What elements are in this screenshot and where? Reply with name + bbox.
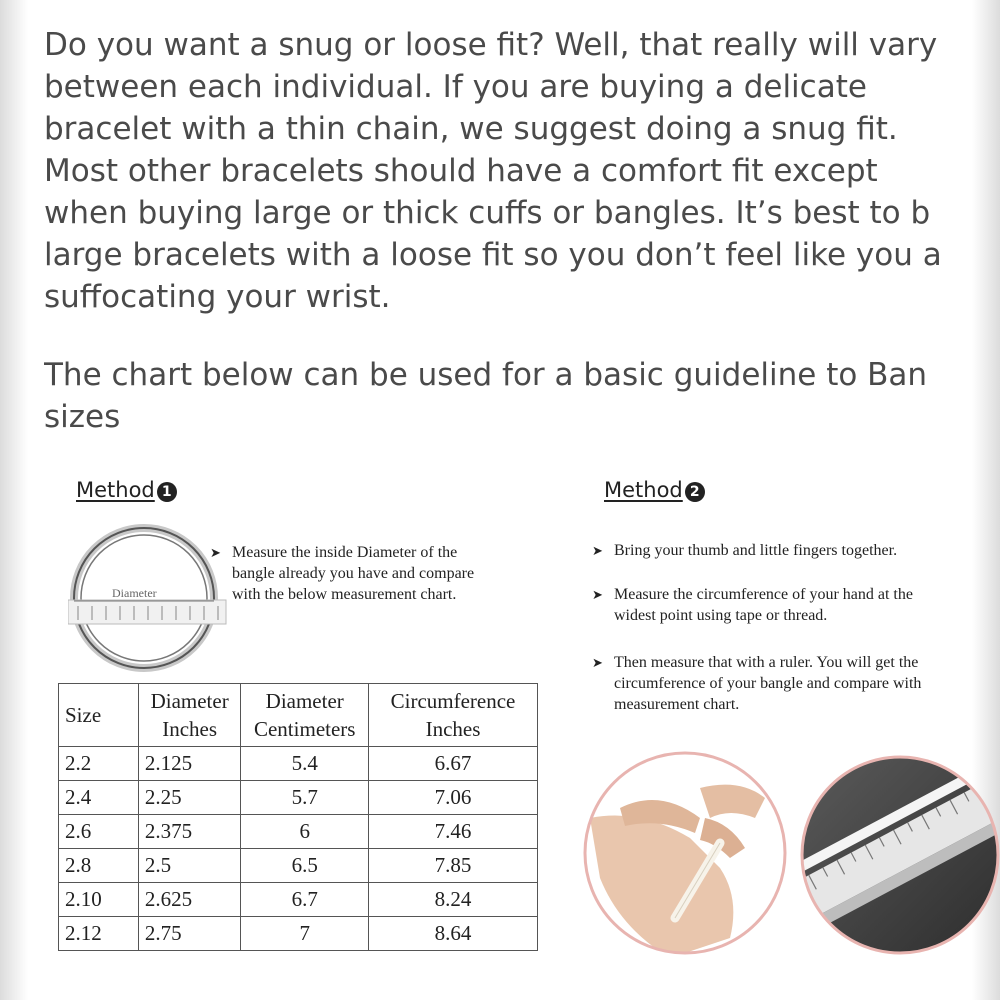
intro-line: bracelet with a thin chain, we suggest doing a snug fit. xyxy=(44,111,898,147)
method-2-number: 2 xyxy=(685,482,705,502)
arrow-bullet-icon: ➤ xyxy=(592,587,603,602)
method-1-line: Measure the inside Diameter of the xyxy=(232,544,458,561)
method-2-step-line: circumference of your bangle and compare with xyxy=(614,675,922,692)
arrow-bullet-icon: ➤ xyxy=(592,655,603,670)
chart-intro-line: The chart below can be used for a basic guideline to Ban xyxy=(44,357,928,393)
cell-diameter-inches: 2.75 xyxy=(138,917,241,951)
cell-size: 2.8 xyxy=(59,849,139,883)
table-row xyxy=(59,747,538,781)
method-2-step-line: widest point using tape or thread. xyxy=(614,607,828,624)
hand-measuring-photo xyxy=(580,748,790,958)
intro-line: Most other bracelets should have a comfort fit except xyxy=(44,153,878,189)
header-circumference-line1: Circumference xyxy=(390,689,516,713)
header-diameter-cm xyxy=(241,684,369,747)
cell-circumference: 7.06 xyxy=(368,781,537,815)
method-2-step-line: measurement chart. xyxy=(614,696,740,713)
cell-diameter-cm: 7 xyxy=(241,917,369,951)
bangle-diameter-icon xyxy=(68,520,228,680)
ruler-photo xyxy=(800,750,1000,960)
cell-diameter-inches: 2.375 xyxy=(138,815,241,849)
intro-paragraph xyxy=(44,24,994,318)
header-diameter-inches xyxy=(138,684,241,747)
cell-diameter-inches: 2.125 xyxy=(138,747,241,781)
intro-line: between each individual. If you are buying a delicate xyxy=(44,69,867,105)
method-2-title xyxy=(604,478,705,502)
header-size: Size xyxy=(59,684,139,747)
cell-diameter-cm: 6 xyxy=(241,815,369,849)
intro-line: large bracelets with a loose fit so you don’t feel like you a xyxy=(44,237,942,273)
header-circumference-line2: Inches xyxy=(425,717,481,741)
method-1-instruction xyxy=(210,542,570,605)
bangle-size-table xyxy=(58,683,538,951)
cell-circumference: 8.24 xyxy=(368,883,537,917)
intro-line: when buying large or thick cuffs or bangles. It’s best to b xyxy=(44,195,931,231)
method-1-line: bangle already you have and compare xyxy=(232,565,475,582)
cell-size: 2.6 xyxy=(59,815,139,849)
left-edge-shadow xyxy=(0,0,28,1000)
arrow-bullet-icon: ➤ xyxy=(210,545,221,560)
cell-diameter-inches: 2.25 xyxy=(138,781,241,815)
method-2-step-2 xyxy=(592,584,982,626)
table-row xyxy=(59,849,538,883)
header-diameter-cm-line2: Centimeters xyxy=(253,717,356,741)
table-row xyxy=(59,815,538,849)
method-1-line: with the below measurement chart. xyxy=(232,586,457,603)
cell-size: 2.2 xyxy=(59,747,139,781)
cell-circumference: 7.85 xyxy=(368,849,537,883)
table-header-row xyxy=(59,684,538,747)
cell-diameter-cm: 5.4 xyxy=(241,747,369,781)
cell-diameter-cm: 6.7 xyxy=(241,883,369,917)
method-2-step-line: Measure the circumference of your hand at the xyxy=(614,586,913,603)
header-circumference xyxy=(368,684,537,747)
cell-circumference: 7.46 xyxy=(368,815,537,849)
cell-circumference: 8.64 xyxy=(368,917,537,951)
chart-intro-line: sizes xyxy=(44,399,121,435)
method-2-step-3 xyxy=(592,652,982,715)
cell-size: 2.10 xyxy=(59,883,139,917)
table-row xyxy=(59,917,538,951)
chart-intro-paragraph xyxy=(44,354,994,438)
cell-diameter-inches: 2.5 xyxy=(138,849,241,883)
header-diameter-inches-line2: Inches xyxy=(162,717,218,741)
method-2-step-line: Bring your thumb and little fingers together. xyxy=(614,542,898,559)
table-row xyxy=(59,883,538,917)
intro-line: suffocating your wrist. xyxy=(44,279,391,315)
cell-diameter-cm: 6.5 xyxy=(241,849,369,883)
header-diameter-cm-line1: Diameter xyxy=(265,689,344,713)
cell-size: 2.4 xyxy=(59,781,139,815)
method-2-step-line: Then measure that with a ruler. You will get the xyxy=(614,654,919,671)
table-row xyxy=(59,781,538,815)
gauge-diameter-label: Diameter xyxy=(112,586,157,600)
cell-size: 2.12 xyxy=(59,917,139,951)
method-1-title-text: Method xyxy=(76,478,155,502)
method-1-title xyxy=(76,478,177,502)
intro-line: Do you want a snug or loose fit? Well, that really will vary xyxy=(44,27,938,63)
method-2-title-text: Method xyxy=(604,478,683,502)
cell-diameter-cm: 5.7 xyxy=(241,781,369,815)
cell-diameter-inches: 2.625 xyxy=(138,883,241,917)
method-2-step-1 xyxy=(592,540,982,561)
arrow-bullet-icon: ➤ xyxy=(592,543,603,558)
method-1-number: 1 xyxy=(157,482,177,502)
cell-circumference: 6.67 xyxy=(368,747,537,781)
header-diameter-inches-line1: Diameter xyxy=(150,689,229,713)
